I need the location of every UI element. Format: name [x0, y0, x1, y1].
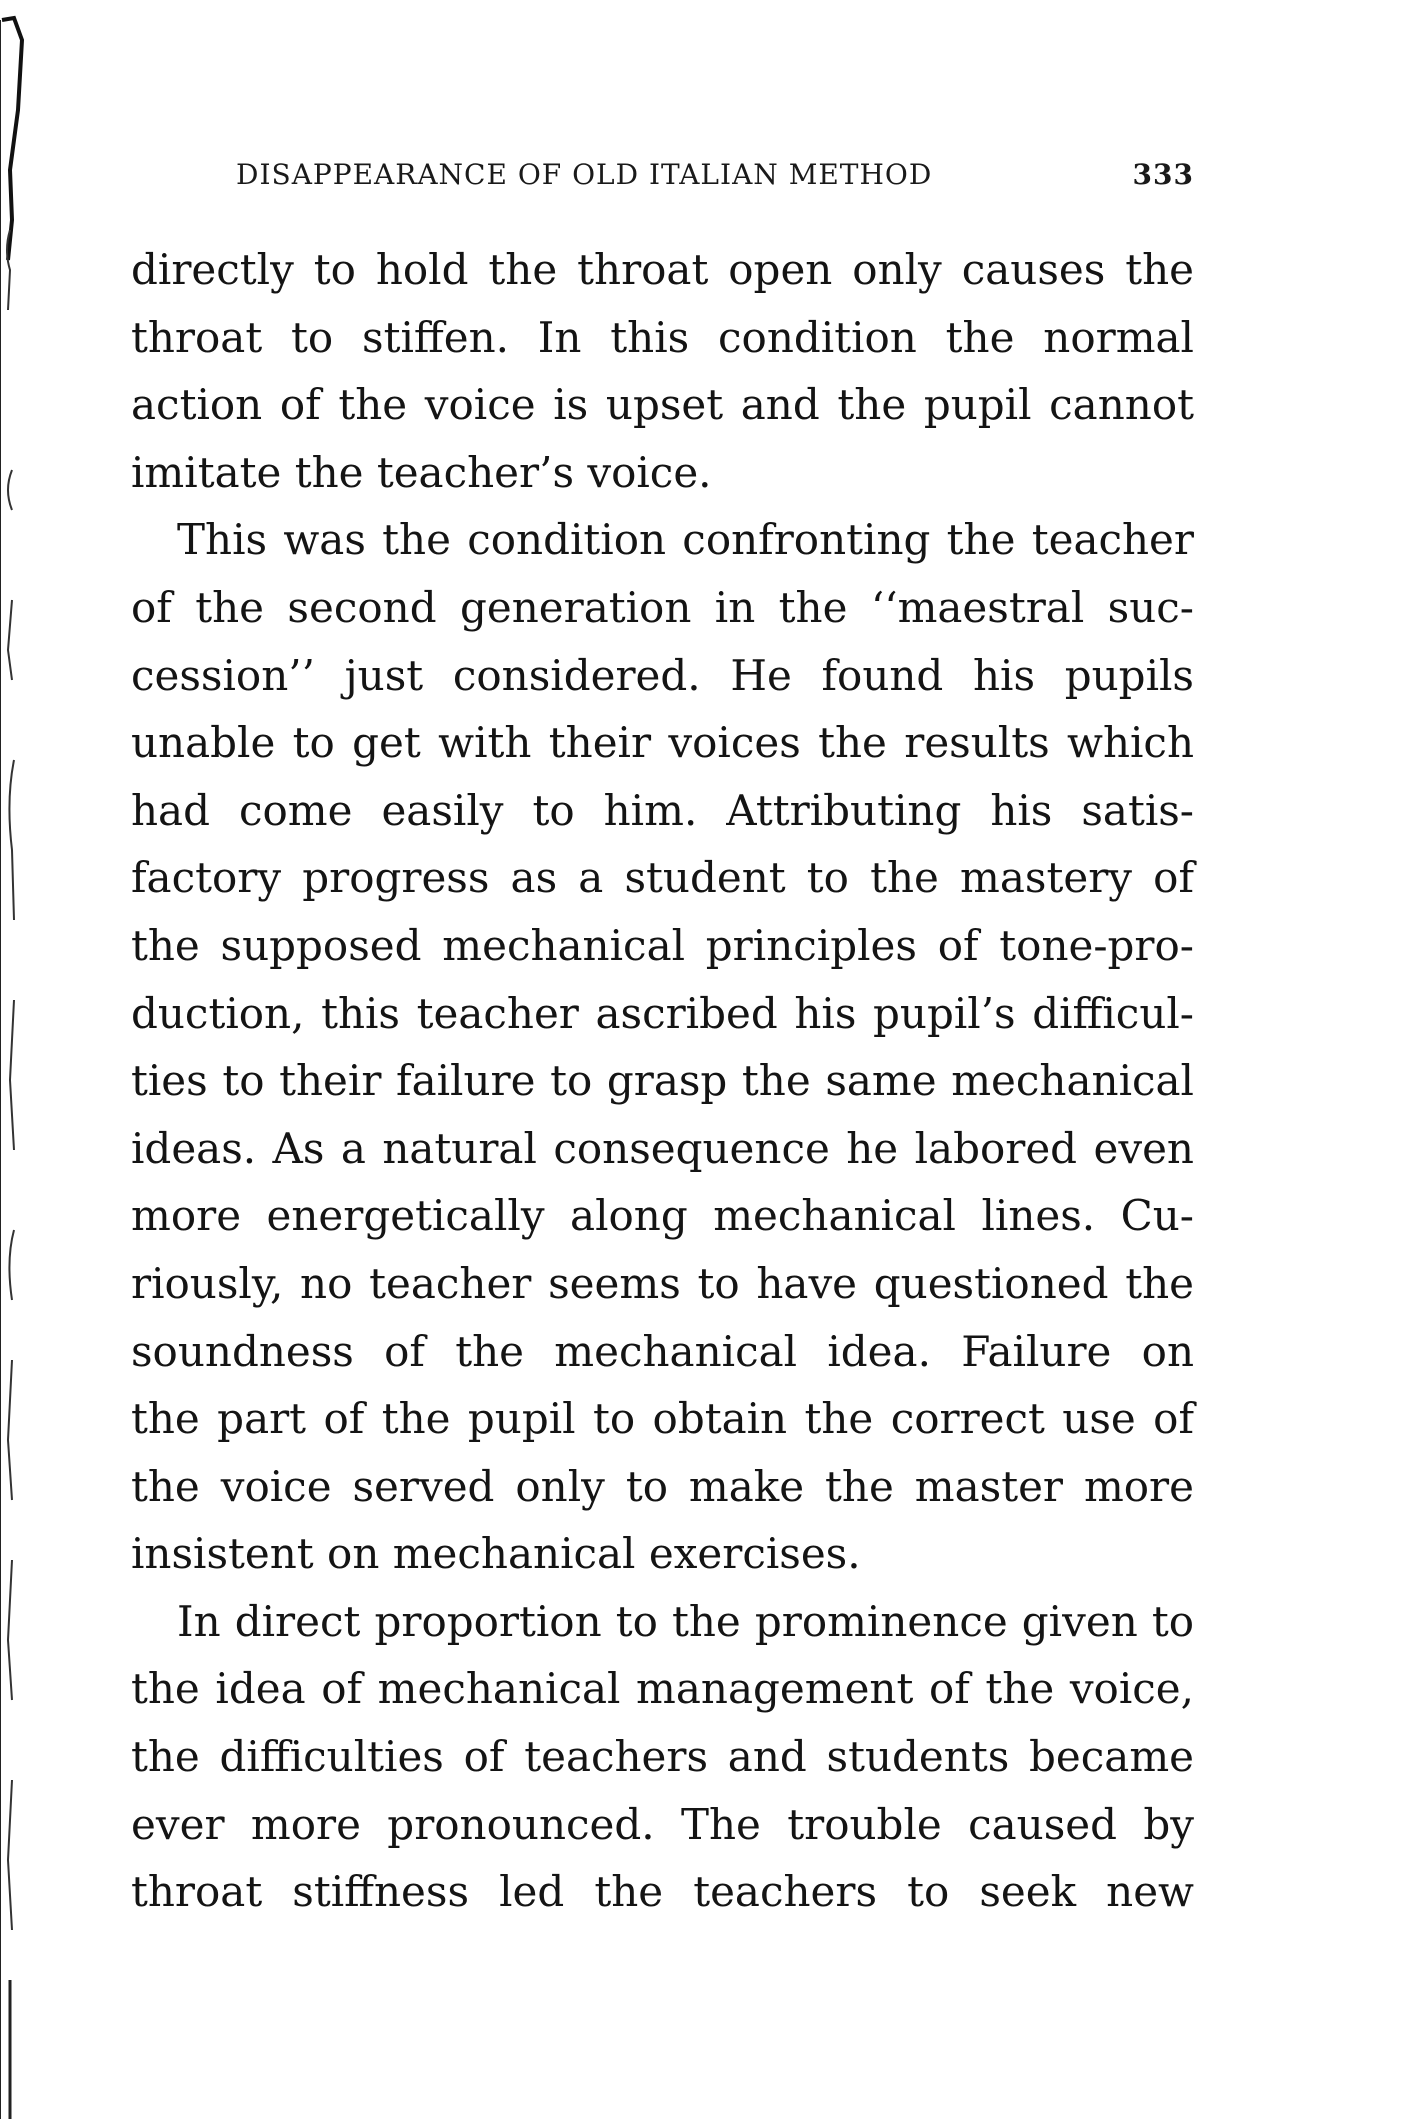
- text-line: In direct proportion to the prominence given to: [177, 1596, 1194, 1646]
- paragraph-1: [131, 236, 1194, 506]
- text-line: action of the voice is upset and the pupil cannot: [131, 380, 1194, 430]
- text-line: the difficulties of teachers and students became: [131, 1732, 1194, 1782]
- text-line: the voice served only to make the master more: [131, 1461, 1194, 1511]
- text-line: the part of the pupil to obtain the correct use of: [131, 1394, 1194, 1444]
- text-line: had come easily to him. Attributing his satis-: [131, 785, 1194, 835]
- text-line: factory progress as a student to the mastery of: [131, 853, 1194, 903]
- page-number: 333: [1132, 157, 1194, 191]
- text-line: duction, this teacher ascribed his pupil’s difficul-: [131, 988, 1194, 1038]
- text-line: unable to get with their voices the results which: [131, 718, 1194, 768]
- body-text: [131, 236, 1194, 1926]
- page-header: [236, 152, 1194, 196]
- text-line: the idea of mechanical management of the voice,: [131, 1664, 1194, 1714]
- text-line: cession’’ just considered. He found his pupils: [131, 650, 1194, 700]
- running-head: DISAPPEARANCE OF OLD ITALIAN METHOD: [236, 157, 933, 191]
- text-line: ties to their failure to grasp the same mechanical: [131, 1056, 1194, 1106]
- binding-edge-marks: [0, 0, 60, 2119]
- text-line: riously, no teacher seems to have questioned the: [131, 1258, 1194, 1308]
- text-line: soundness of the mechanical idea. Failure on: [131, 1326, 1194, 1376]
- text-line: throat stiffness led the teachers to seek new: [131, 1867, 1194, 1917]
- text-line: throat to stiffen. In this condition the normal: [131, 312, 1194, 362]
- text-line: the supposed mechanical principles of tone-pro-: [131, 920, 1194, 970]
- paragraph-3: [131, 1588, 1194, 1926]
- text-line: This was the condition confronting the teacher: [177, 515, 1194, 565]
- text-line: insistent on mechanical exercises.: [131, 1529, 861, 1579]
- text-line: imitate the teacher’s voice.: [131, 447, 712, 497]
- text-line: of the second generation in the ‘‘maestral suc-: [131, 582, 1194, 632]
- text-line: directly to hold the throat open only causes the: [131, 245, 1194, 294]
- paragraph-2: [131, 506, 1194, 1588]
- text-line: ever more pronounced. The trouble caused by: [131, 1799, 1194, 1849]
- text-line: more energetically along mechanical lines. Cu-: [131, 1191, 1194, 1241]
- text-line: ideas. As a natural consequence he labored even: [131, 1123, 1194, 1173]
